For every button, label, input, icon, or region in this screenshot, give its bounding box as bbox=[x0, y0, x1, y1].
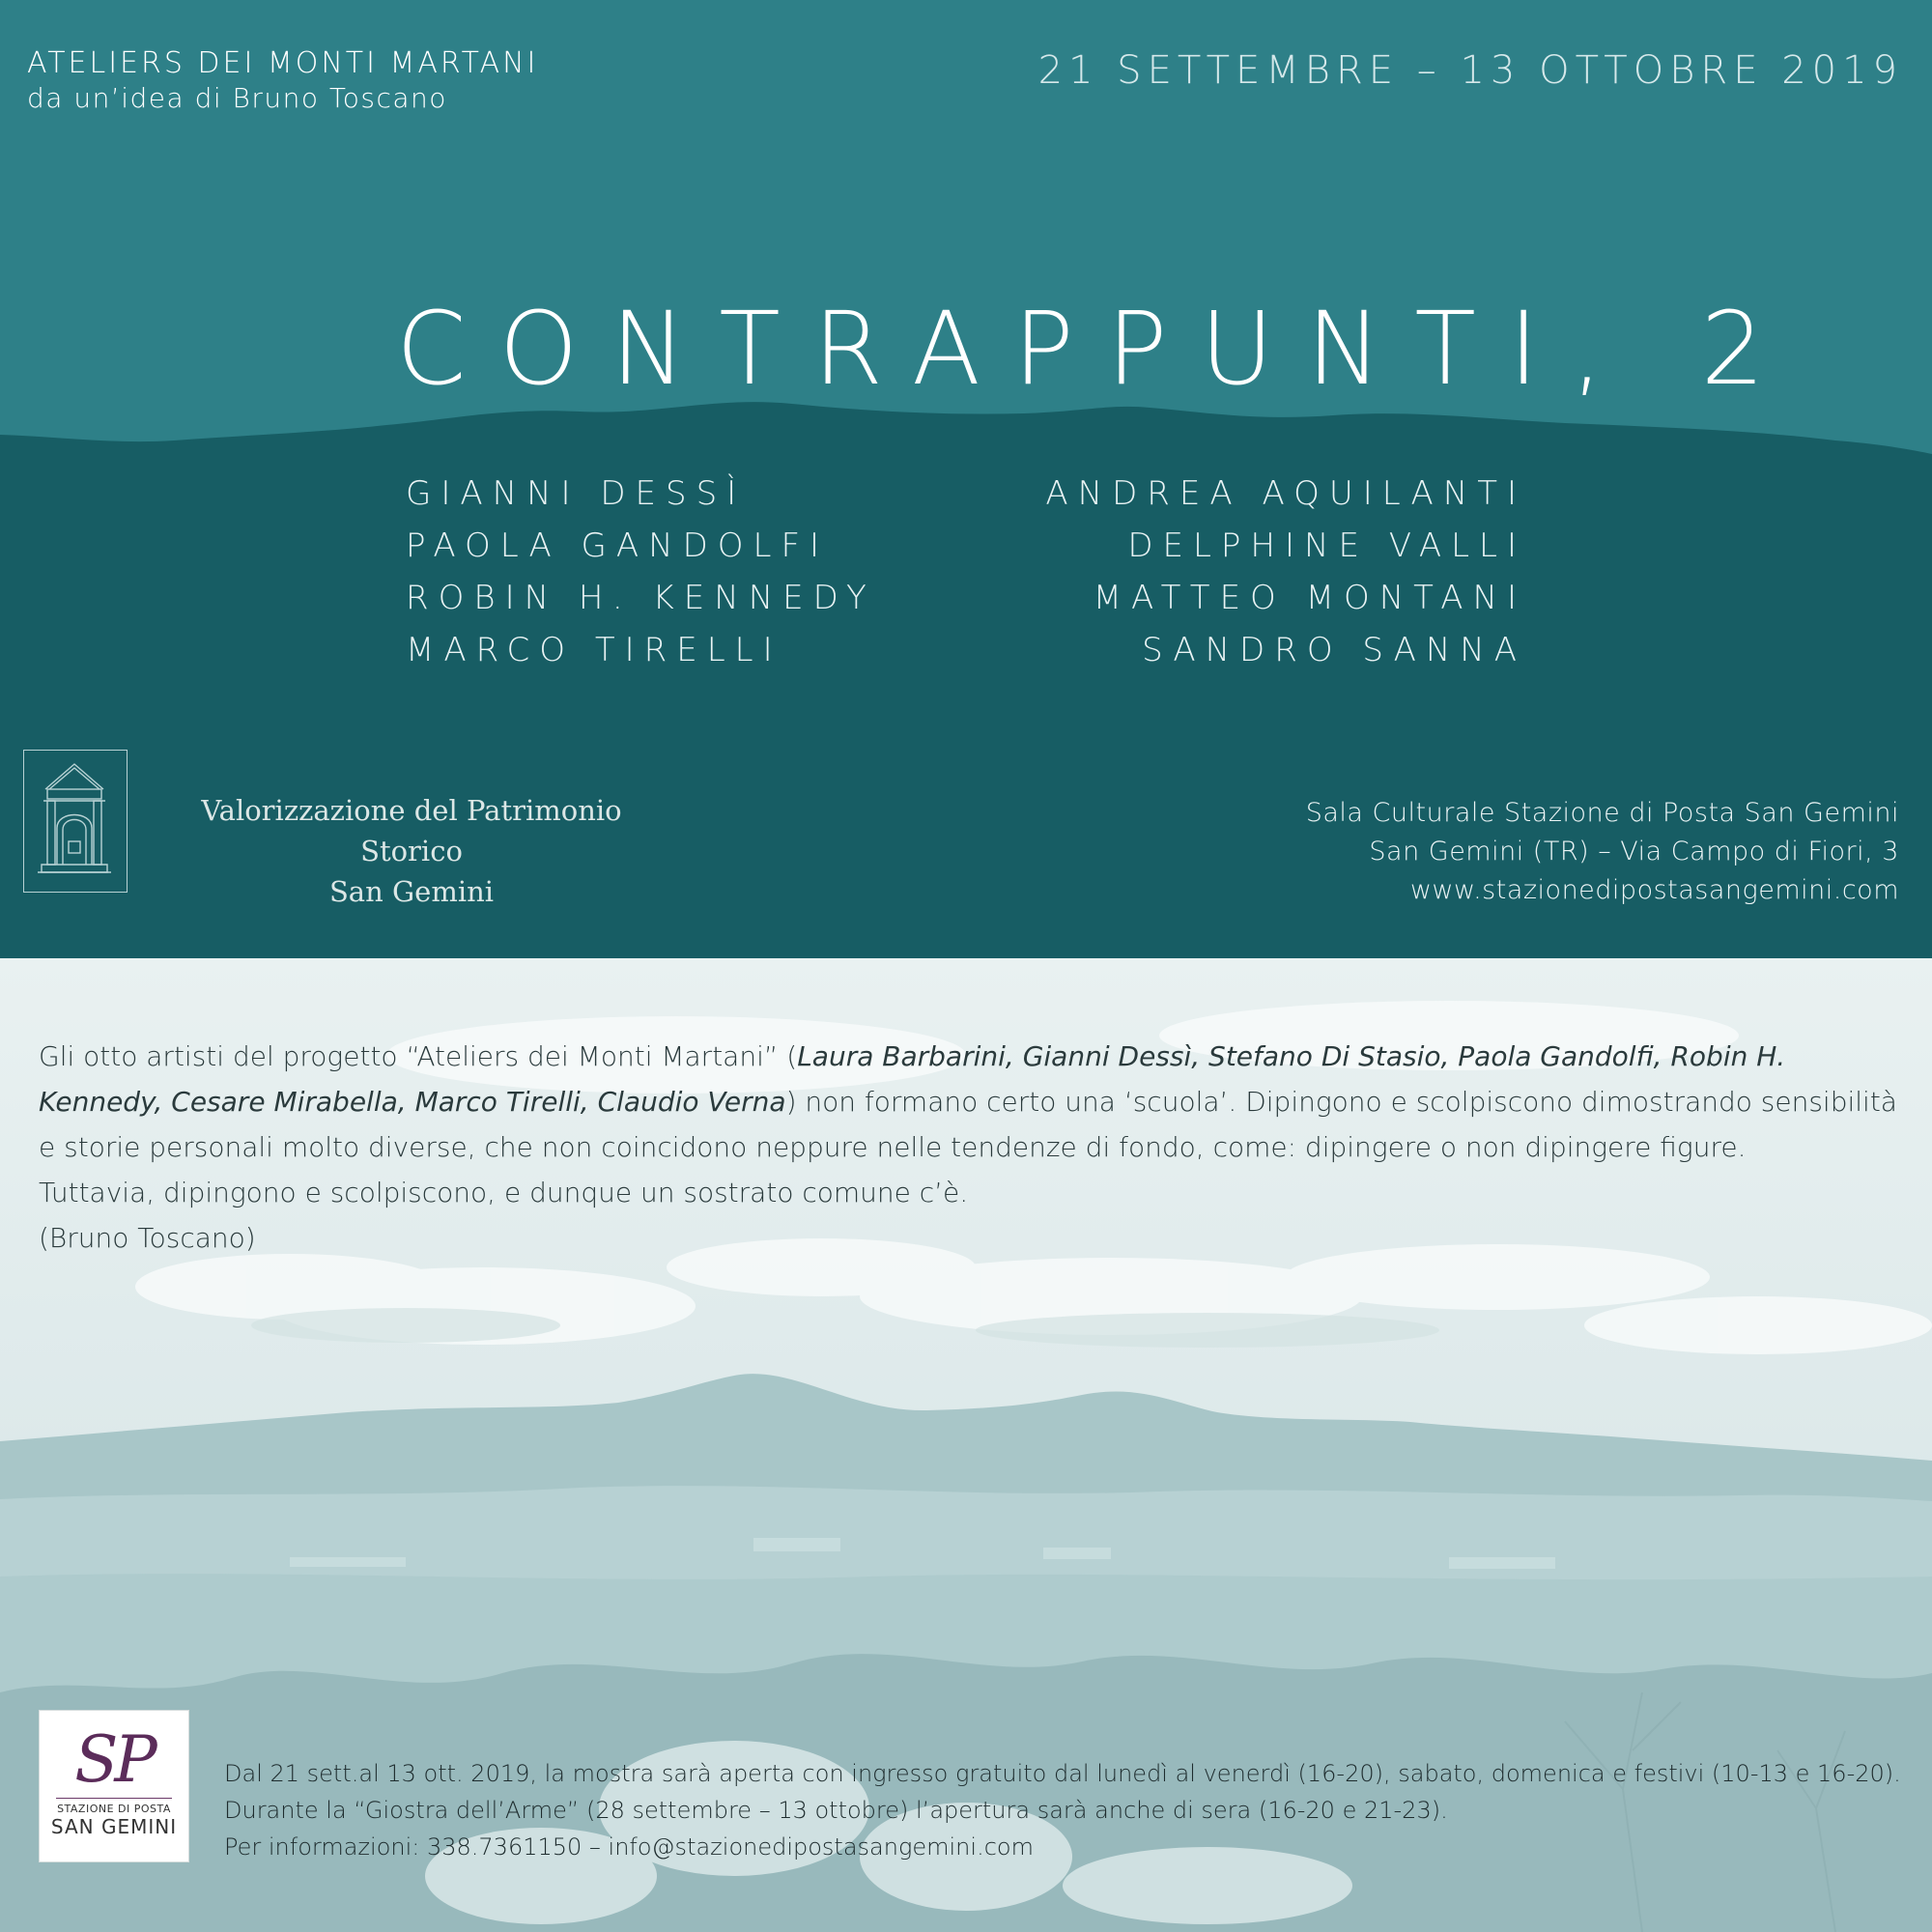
quote-rest: ) non formano certo una ‘scuola’. Dipingono e scolpiscono dimostrando sensibilità e storie personali molto diverse, che non coincidono neppure nelle tendenze di fondo, come: dipingere o non dipingere figure. bbox=[39, 1086, 1897, 1163]
patron-text bbox=[170, 790, 653, 912]
venue-website[interactable]: www.stazionedipostasangemini.com bbox=[1409, 875, 1899, 905]
stazione-di-posta-logo bbox=[39, 1710, 189, 1862]
artist-name: ROBIN H. KENNEDY bbox=[406, 579, 876, 617]
quote-paragraph bbox=[39, 1034, 1903, 1170]
artists-row bbox=[406, 624, 1526, 676]
artists-list bbox=[406, 468, 1526, 676]
sp-monogram: SP bbox=[74, 1722, 154, 1797]
quote-intro: Gli otto artisti del progetto “Ateliers dei Monti Martani” ( bbox=[39, 1040, 798, 1072]
patron-line2: San Gemini bbox=[328, 875, 495, 908]
patron-logo bbox=[23, 750, 128, 893]
artist-name: ANDREA AQUILANTI bbox=[1045, 474, 1526, 513]
artist-name: MARCO TIRELLI bbox=[406, 631, 782, 669]
header-left bbox=[27, 46, 538, 114]
artists-row bbox=[406, 520, 1526, 572]
logo-name: SAN GEMINI bbox=[50, 1815, 178, 1838]
venue-info bbox=[1306, 794, 1899, 910]
artists-row bbox=[406, 468, 1526, 520]
exhibition-dates: 21 SETTEMBRE – 13 OTTOBRE 2019 bbox=[1037, 48, 1903, 93]
artist-name: DELPHINE VALLI bbox=[1127, 526, 1526, 565]
artist-name: SANDRO SANNA bbox=[1142, 631, 1526, 669]
chapel-icon bbox=[24, 751, 126, 891]
logo-subtitle: STAZIONE DI POSTA bbox=[57, 1803, 171, 1815]
quote-author: (Bruno Toscano) bbox=[39, 1222, 256, 1254]
project-name: ATELIERS DEI MONTI MARTANI bbox=[27, 46, 539, 80]
artists-row bbox=[406, 572, 1526, 624]
opening-info bbox=[224, 1755, 1901, 1865]
quote-artist-names: Laura Barbarini, Gianni Dessì, Stefano Di Stasio, Paola Gandolfi, Robin H. Kennedy, Cesare Mirabella, Marco Tirelli, Claudio Verna bbox=[39, 1040, 1786, 1118]
quote-line: Tuttavia, dipingono e scolpiscono, e dunque un sostrato comune c’è. bbox=[39, 1177, 969, 1208]
opening-hours: Dal 21 sett.al 13 ott. 2019, la mostra sarà aperta con ingresso gratuito dal lunedì al venerdì (16-20), sabato, domenica e festivi (10-13 e 16-20). bbox=[224, 1760, 1901, 1787]
evening-hours: Durante la “Giostra dell’Arme” (28 settembre – 13 ottobre) l’apertura sarà anche di sera (16-20 e 21-23). bbox=[224, 1797, 1448, 1824]
patron-line1: Valorizzazione del Patrimonio Storico bbox=[201, 794, 622, 867]
venue-address: San Gemini (TR) – Via Campo di Fiori, 3 bbox=[1369, 837, 1899, 867]
quote-text bbox=[39, 1034, 1903, 1261]
artist-name: GIANNI DESSÌ bbox=[406, 474, 747, 513]
poster-top-panel bbox=[0, 0, 1932, 958]
exhibition-title: CONTRAPPUNTI, 2 bbox=[396, 290, 1798, 408]
contact-info: Per informazioni: 338.7361150 – info@stazionedipostasangemini.com bbox=[224, 1833, 1034, 1861]
artist-name: MATTEO MONTANI bbox=[1093, 579, 1526, 617]
project-idea: da un’idea di Bruno Toscano bbox=[27, 82, 447, 114]
venue-name: Sala Culturale Stazione di Posta San Gemini bbox=[1305, 798, 1899, 828]
logo-divider bbox=[56, 1798, 172, 1799]
artist-name: PAOLA GANDOLFI bbox=[406, 526, 830, 565]
